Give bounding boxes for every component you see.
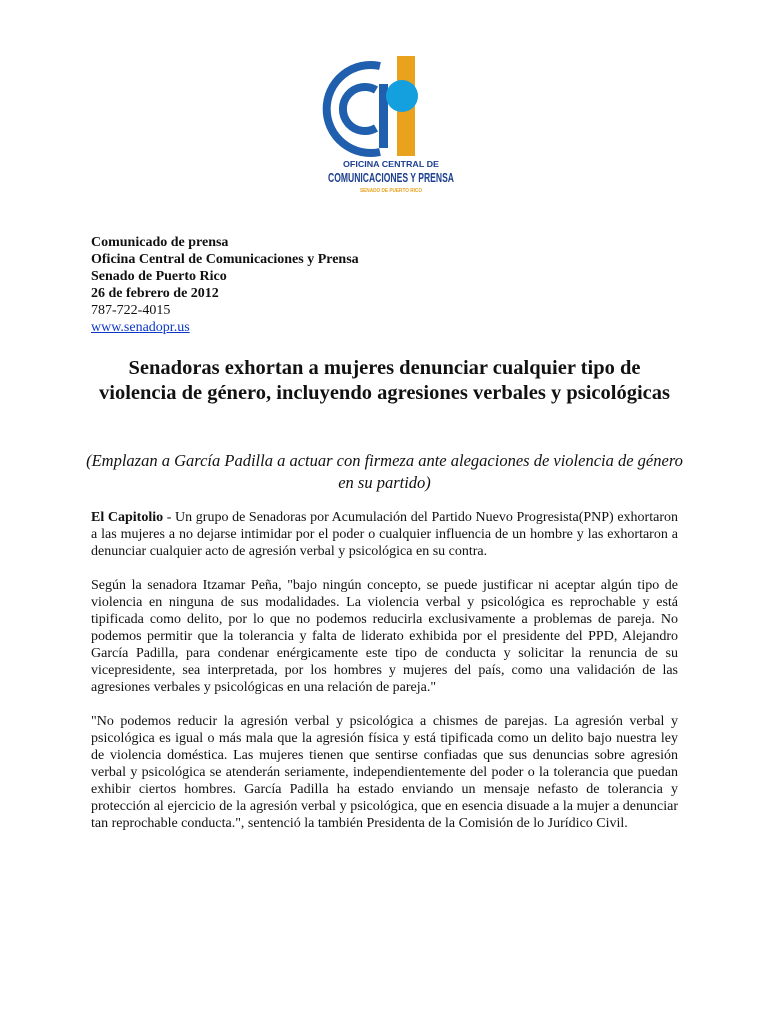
institution-name: Senado de Puerto Rico [91,269,227,284]
ocp-logo-graphic [316,54,466,199]
body-paragraph-1 [91,509,678,560]
website-link[interactable]: www.senadopr.us [91,320,190,335]
logo-text-line1: OFICINA CENTRAL DE [343,159,440,169]
headline: Senadoras exhortan a mujeres denunciar cualquier tipo de violencia de género, incluyendo agresiones verbales y psicológicas [99,357,670,404]
ocp-logo [316,54,466,199]
logo-text-line2: COMUNICACIONES Y PRENSA [328,170,455,185]
body-paragraph-3: "No podemos reducir la agresión verbal y psicológica a chismes de parejas. La agresión verbal y psicológica es igual o más mala que la agresión física y está tipificada como un delito bajo nuestra ley de violencia doméstica. Las mujeres tienen que sentirse confiadas que sus denuncias sobre agresión verbal y psicológica se atenderán seriamente, independientemente del poder o la tolerancia que puedan exhibir ciertos hombres. García Padilla ha estado enviando un mensaje nefasto de tolerancia y protección al ejercicio de la agresión verbal y psicológica, que en esencia disuade a la mujer a denunciar tan reprochable conducta.", sentenció la también Presidenta de la Comisión de lo Jurídico Civil. [91,714,678,831]
release-type: Comunicado de prensa [91,235,229,250]
body-paragraph-2: Según la senadora Itzamar Peña, "bajo ningún concepto, se puede justificar ni aceptar algún tipo de violencia en ninguna de sus modalidades. La violencia verbal y psicológica es reprochable y está tipificada como delito, por lo que no podemos reducirla exclusivamente a problemas de pareja. No podemos permitir que la tolerancia y falta de liderato exhibida por el presidente del PPD, Alejandro García Padilla, para condenar enérgicamente este tipo de conducta y solicitar la renuncia de su vicepresidente, sea interpretada, por los hombres y mujeres del país, como una validación de las agresiones verbales y psicológicas en una relación de pareja." [91,578,678,695]
logo-text-line3: SENADO DE PUERTO RICO [360,188,423,194]
paragraph-1-text: - Un grupo de Senadoras por Acumulación del Partido Nuevo Progresista(PNP) exhortaron a las mujeres a no dejarse intimidar por el poder o cualquier influencia de un hombre y las exhortaron a denunciar cualquier acto de agresión verbal y psicológica en su contra. [91,510,678,559]
release-date: 26 de febrero de 2012 [91,286,219,301]
office-name: Oficina Central de Comunicaciones y Prensa [91,252,359,267]
phone-number: 787-722-4015 [91,303,171,318]
press-release-header [91,234,691,336]
dateline: El Capitolio [91,510,164,525]
subheadline: (Emplazan a García Padilla a actuar con firmeza ante alegaciones de violencia de género en su partido) [86,451,683,492]
